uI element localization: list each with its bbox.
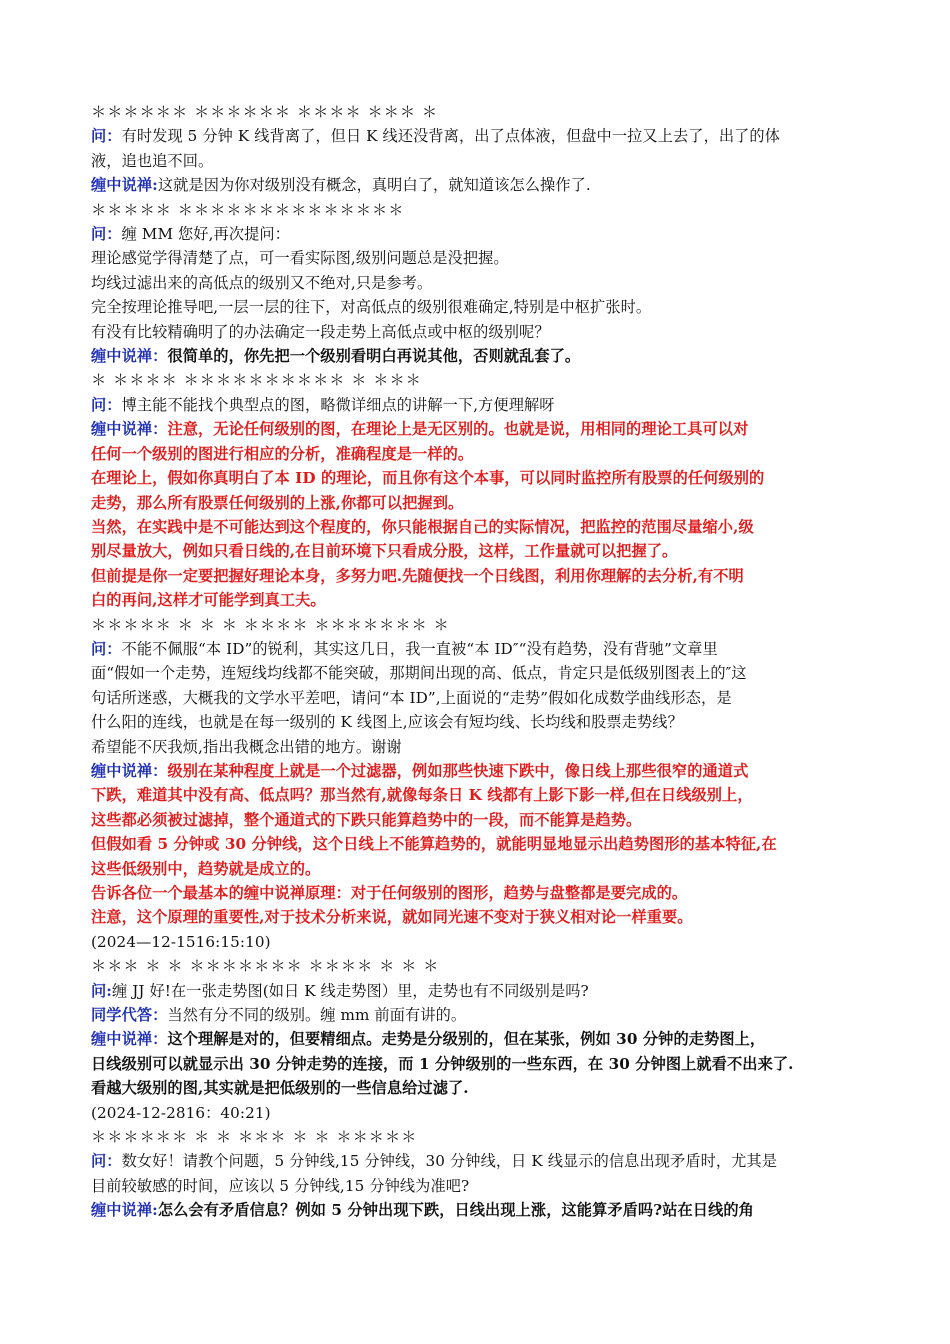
question-text: 不能不佩服“本 ID”的锐利，其实这几日，我一直被“本 ID″“没有趋势，没有背驰”文章里 <box>121 639 718 658</box>
answer-label: 缠中说禅： <box>91 347 168 366</box>
question-text: 缠 MM 您好,再次提问： <box>121 225 290 244</box>
question-cont: 目前较敏感的时间，应该以 5 分钟线,15 分钟线为准吧? <box>91 1176 470 1195</box>
answer-cont: 这些都必须被过滤掉，整个通道式的下跌只能算趋势中的一段，而不能算是趋势。 <box>91 810 642 829</box>
answer-cont: 告诉各位一个最基本的缠中说禅原理：对于任何级别的图形，趋势与盘整都是要完成的。 <box>91 884 688 902</box>
question-cont: 面“假如一个走势，连短线均线都不能突破，那期间出现的高、低点，肯定只是低级别图表上的″这 <box>91 664 747 683</box>
question-text: 有时发现 5 分钟 K 线背离了，但日 K 线还没背离，出了点体液，但盘中一拉又上去了，出了的体 <box>121 127 781 146</box>
question-label: 问： <box>91 395 122 414</box>
answer-cont: 下跌，难道其中没有高、低点吗？那当然有,就像每条日 K 线都有上影下影一样,但在日线级别上， <box>91 786 753 805</box>
question <box>91 124 863 148</box>
answer-cont: 注意，这个原理的重要性,对于技术分析来说，就如同光速不变对于狭义相对论一样重要。 <box>91 908 693 927</box>
separator: ＊＊＊＊＊＊ ＊ ＊ ＊＊＊ ＊ ＊ ＊＊＊＊＊ <box>91 1128 418 1147</box>
document-page <box>91 100 863 1223</box>
answer-text: 注意，无论任何级别的图，在理论上是无区别的。也就是说，用相同的理论工具可以对 <box>167 420 749 439</box>
answer-text: 这个理解是对的，但要精细点。走势是分级别的，但在某张，例如 30 分钟的走势图上， <box>167 1030 766 1049</box>
answer-label: 缠中说禅: <box>91 176 158 195</box>
separator: ＊＊＊＊＊＊ ＊＊＊＊＊＊ ＊＊＊＊ ＊＊＊ ＊ <box>91 103 439 121</box>
question-label: 问： <box>91 1152 122 1171</box>
answer <box>91 344 863 368</box>
answer <box>91 417 863 441</box>
separator: ＊＊＊＊＊ ＊ ＊ ＊ ＊＊＊＊ ＊＊＊＊＊＊＊ ＊ <box>91 615 450 634</box>
answer-cont: 这些低级别中，趋势就是成立的。 <box>91 859 321 878</box>
question <box>91 979 863 1003</box>
answer-text: 这就是因为你对级别没有概念，真明白了，就知道该怎么操作了. <box>157 176 591 195</box>
answer-cont: 走势，那么所有股票任何级别的上涨,你都可以把握到。 <box>91 493 464 512</box>
answer-cont: 当然，在实践中是不可能达到这个程度的，你只能根据自己的实际情况，把监控的范围尽量缩小,级 <box>91 517 754 536</box>
question <box>91 393 863 417</box>
answer-label: 缠中说禅: <box>91 1201 158 1220</box>
answer <box>91 1027 863 1051</box>
timestamp: (2024-12-2816：40:21) <box>91 1103 271 1122</box>
answer <box>91 1198 863 1222</box>
answer-cont: 但前提是你一定要把握好理论本身，多努力吧.先随便找一个日线图，利用你理解的去分析,有不明 <box>91 566 744 585</box>
question-cont: 什么阳的连线，也就是在每一级别的 K 线图上,应该会有短均线、长均线和股票走势线？ <box>91 713 683 732</box>
answer <box>91 759 863 783</box>
question <box>91 637 863 661</box>
answer-cont: 任何一个级别的图进行相应的分析，准确程度是一样的。 <box>91 444 474 463</box>
answer-cont: 日线级别可以就显示出 30 分钟走势的连接，而 1 分钟级别的一些东西，在 30 分钟图上就看不出来了. <box>91 1054 794 1073</box>
answer-label: 缠中说禅： <box>91 420 168 439</box>
separator: ＊＊＊＊＊ ＊＊＊＊＊＊＊＊＊＊＊＊＊＊ <box>91 200 405 219</box>
answer-text: 怎么会有矛盾信息？例如 5 分钟出现下跌，日线出现上涨，这能算矛盾吗?站在日线的角 <box>157 1201 754 1220</box>
question-cont: 希望能不厌我烦,指出我概念出错的地方。谢谢 <box>91 737 402 756</box>
student-answer-text: 当然有分不同的级别。缠 mm 前面有讲的。 <box>167 1006 467 1025</box>
question-label: 问： <box>91 639 122 658</box>
question-text: 数女好！请教个问题，5 分钟线,15 分钟线，30 分钟线，日 K 线显示的信息出现矛盾时，尤其是 <box>121 1152 778 1171</box>
question-label: 问: <box>91 981 112 1000</box>
answer-cont: 别尽量放大，例如只看日线的,在目前环境下只看成分股，这样，工作量就可以把握了。 <box>91 542 678 561</box>
question-label: 问： <box>91 225 122 244</box>
question <box>91 222 863 246</box>
answer-text: 级别在某种程度上就是一个过滤器，例如那些快速下跌中，像日线上那些很窄的通道式 <box>167 761 749 780</box>
question-text: 缠 JJ 好!在一张走势图(如日 K 线走势图）里，走势也有不同级别是吗? <box>112 981 589 1000</box>
timestamp: (2024—12-1516:15:10) <box>91 932 271 951</box>
answer-cont: 白的再问,这样才可能学到真工夫。 <box>91 591 326 610</box>
answer-label: 缠中说禅： <box>91 1030 168 1049</box>
question-cont: 句话所迷惑，大概我的文学水平差吧，请问“本 ID”,上面说的“走势”假如化成数学曲线形态，是 <box>91 688 732 707</box>
student-answer <box>91 1003 863 1027</box>
question <box>91 1149 863 1173</box>
question-cont: 有没有比较精确明了的办法确定一段走势上高低点或中枢的级别呢？ <box>91 322 550 341</box>
answer-text: 很简单的，你先把一个级别看明白再说其他，否则就乱套了。 <box>167 347 581 366</box>
answer-label: 缠中说禅： <box>91 761 168 780</box>
answer-cont: 看越大级别的图,其实就是把低级别的一些信息给过滤了. <box>91 1079 469 1098</box>
question-text: 博主能不能找个典型点的图，略微详细点的讲解一下,方便理解呀 <box>121 395 555 414</box>
answer <box>91 173 863 197</box>
student-answer-label: 同学代答： <box>91 1006 168 1025</box>
question-cont: 理论感觉学得清楚了点，可一看实际图,级别问题总是没把握。 <box>91 249 509 268</box>
question-cont: 液，追也追不回。 <box>91 151 214 170</box>
question-label: 问： <box>91 127 122 146</box>
separator: ＊ ＊＊＊＊ ＊＊＊＊＊＊＊＊＊＊ ＊ ＊＊＊ <box>91 371 422 390</box>
answer-cont: 在理论上，假如你真明白了本 ID 的理论，而且你有这个本事，可以同时监控所有股票的任何级别的 <box>91 469 765 488</box>
separator: ＊＊＊ ＊ ＊ ＊＊＊＊＊＊＊ ＊＊＊＊ ＊ ＊ ＊ <box>91 957 440 976</box>
answer-cont: 但假如看 5 分钟或 30 分钟线，这个日线上不能算趋势的，就能明显地显示出趋势图形的基本特征,在 <box>91 835 777 854</box>
question-cont: 完全按理论推导吧,一层一层的往下，对高低点的级别很难确定,特别是中枢扩张时。 <box>91 298 652 317</box>
question-cont: 均线过滤出来的高低点的级别又不绝对,只是参考。 <box>91 273 433 292</box>
